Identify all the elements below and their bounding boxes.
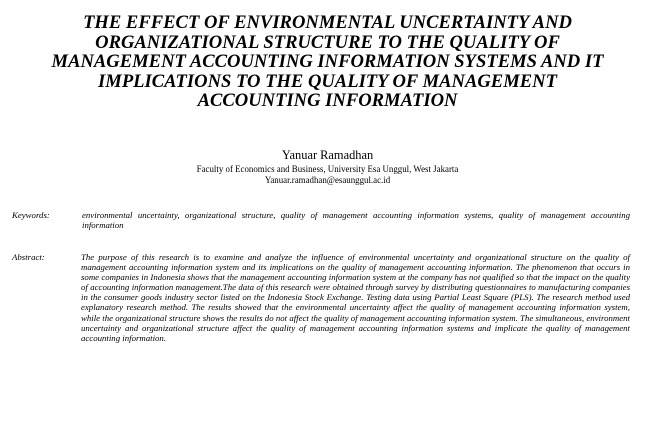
title-line: IMPLICATIONS TO THE QUALITY OF MANAGEMENT	[98, 70, 557, 92]
author-affiliation: Faculty of Economics and Business, University Esa Unggul, West Jakarta	[196, 164, 459, 174]
title-line: ORGANIZATIONAL STRUCTURE TO THE QUALITY OF	[95, 31, 560, 53]
author-name: Yanuar Ramadhan	[281, 148, 374, 162]
paper-title	[20, 13, 635, 111]
keywords-label: Keywords:	[12, 210, 50, 220]
title-line: THE EFFECT OF ENVIRONMENTAL UNCERTAINTY AND	[83, 12, 572, 33]
abstract-label: Abstract:	[12, 252, 45, 262]
author-email: Yanuar.ramadhan@esaunggul.ac.id	[264, 175, 391, 185]
abstract-text: The purpose of this research is to examine and analyze the influence of environmental uncertainty and organizational structure on the quality of management accounting information system and its implications on the quality of management accounting information. The phenomenon that occurs in some companies in Indonesia shows that the management accounting information system at the company has not qualified so that the impact on the quality of accounting information management.The data of this research were obtained through survey by distributing questionnaires to manufacturing companies in the consumer goods industry sector listed on the Indonesia Stock Exchange. Testing data using Partial Least Square (PLS). The research method used explanatory research method. The results showed that the environmental uncertainty affect the quality of management accounting information system, while the organizational structure shows the results do not affect the quality of management accounting information system. The simultaneous, environment uncertainty and organizational structure affect the quality of management accounting information systems and implicate the quality of management accounting information.	[81, 252, 630, 343]
title-line: ACCOUNTING INFORMATION	[197, 90, 458, 112]
title-line: MANAGEMENT ACCOUNTING INFORMATION SYSTEMS AND IT	[51, 51, 604, 73]
keywords-text: environmental uncertainty, organizational structure, quality of management accounting information systems, quality of management accounting information	[82, 210, 630, 231]
